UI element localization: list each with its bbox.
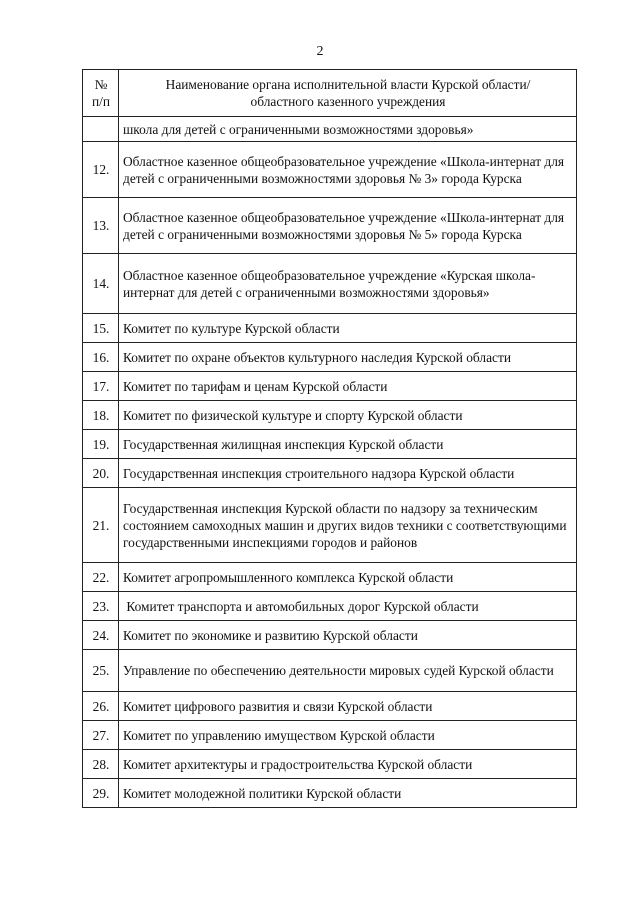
- header-name: [119, 70, 577, 117]
- row-name: Комитет по управлению имуществом Курской области: [119, 721, 577, 750]
- row-num: 14.: [83, 254, 119, 314]
- table-row: [83, 488, 577, 563]
- row-name: Комитет молодежной политики Курской области: [119, 779, 577, 808]
- row-name: Комитет по охране объектов культурного наследия Курской области: [119, 343, 577, 372]
- row-name: Комитет по экономике и развитию Курской области: [119, 621, 577, 650]
- row-num: 12.: [83, 142, 119, 198]
- table-row: [83, 459, 577, 488]
- table-row: [83, 372, 577, 401]
- header-name-line2: областного казенного учреждения: [250, 94, 446, 109]
- table-header-row: [83, 70, 577, 117]
- row-name: Областное казенное общеобразовательное учреждение «Курская школа-интернат для детей с ограниченными возможностями здоровья»: [119, 254, 577, 314]
- row-name: Комитет транспорта и автомобильных дорог Курской области: [119, 592, 577, 621]
- row-name: Комитет по тарифам и ценам Курской области: [119, 372, 577, 401]
- row-num: 18.: [83, 401, 119, 430]
- table-row: [83, 198, 577, 254]
- table-row: [83, 750, 577, 779]
- row-name: Государственная инспекция строительного надзора Курской области: [119, 459, 577, 488]
- table-row: [83, 430, 577, 459]
- row-num: 19.: [83, 430, 119, 459]
- row-num: 16.: [83, 343, 119, 372]
- row-num: 15.: [83, 314, 119, 343]
- header-num: № п/п: [83, 70, 119, 117]
- row-name: Комитет цифрового развития и связи Курской области: [119, 692, 577, 721]
- table-row: [83, 779, 577, 808]
- row-num: 25.: [83, 650, 119, 692]
- table-row: [83, 254, 577, 314]
- row-num: 27.: [83, 721, 119, 750]
- row-num: 13.: [83, 198, 119, 254]
- table-row: [83, 314, 577, 343]
- table-row: [83, 650, 577, 692]
- table-row: [83, 401, 577, 430]
- table-row: [83, 721, 577, 750]
- row-name: Областное казенное общеобразовательное учреждение «Школа-интернат для детей с ограниченными возможностями здоровья № 5» города Курска: [119, 198, 577, 254]
- row-num: 21.: [83, 488, 119, 563]
- row-name: Комитет архитектуры и градостроительства Курской области: [119, 750, 577, 779]
- header-name-line1: Наименование органа исполнительной власти Курской области/: [165, 77, 531, 92]
- organizations-table: [82, 69, 577, 808]
- table-row: [83, 343, 577, 372]
- row-num: 29.: [83, 779, 119, 808]
- row-name: Комитет по культуре Курской области: [119, 314, 577, 343]
- row-num: 24.: [83, 621, 119, 650]
- page-number: 2: [316, 44, 324, 59]
- row-name: Областное казенное общеобразовательное учреждение «Школа-интернат для детей с ограниченными возможностями здоровья № 3» города Курска: [119, 142, 577, 198]
- table-row: [83, 142, 577, 198]
- continuation-text: школа для детей с ограниченными возможностями здоровья»: [119, 117, 577, 142]
- row-name: Государственная жилищная инспекция Курской области: [119, 430, 577, 459]
- row-num: 17.: [83, 372, 119, 401]
- table-row: [83, 592, 577, 621]
- row-num: 28.: [83, 750, 119, 779]
- row-num: 22.: [83, 563, 119, 592]
- row-name: Управление по обеспечению деятельности мировых судей Курской области: [119, 650, 577, 692]
- row-num: 26.: [83, 692, 119, 721]
- continuation-row: [83, 117, 577, 142]
- row-num: 20.: [83, 459, 119, 488]
- table-row: [83, 563, 577, 592]
- row-num: 23.: [83, 592, 119, 621]
- row-name: Комитет по физической культуре и спорту Курской области: [119, 401, 577, 430]
- table-row: [83, 692, 577, 721]
- table-row: [83, 621, 577, 650]
- row-name: Государственная инспекция Курской области по надзору за техническим состоянием самоходных машин и других видов техники с соответствующими государственными инспекциями городов и районов: [119, 488, 577, 563]
- row-name: Комитет агропромышленного комплекса Курской области: [119, 563, 577, 592]
